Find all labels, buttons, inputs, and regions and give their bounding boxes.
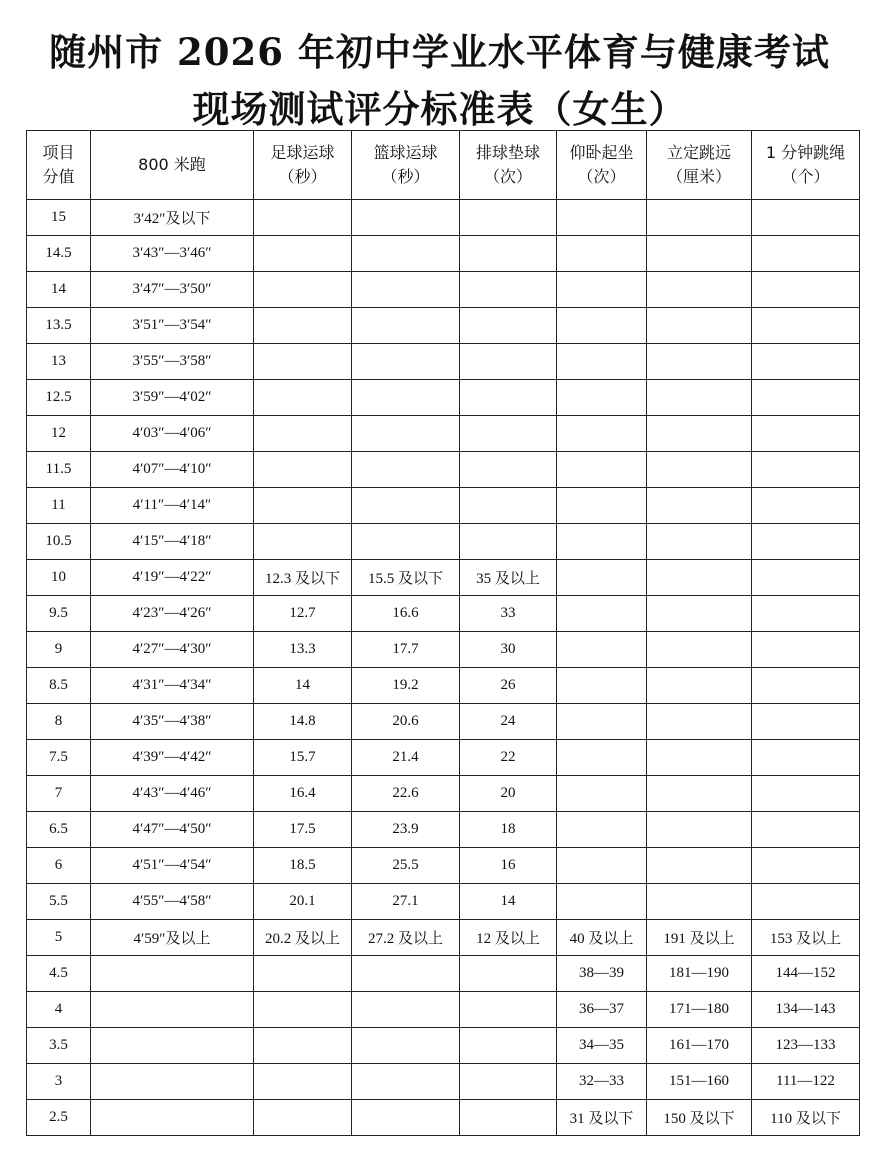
run-800m-cell [91,1064,254,1100]
table-row [27,920,860,956]
score-cell: 4 [27,992,91,1028]
header-basketball: 篮球运球 （秒） [352,131,460,200]
rope-skip-cell [752,308,860,344]
rope-skip-cell [752,524,860,560]
basketball-cell: 27.2 及以上 [352,920,460,956]
long-jump-cell: 191 及以上 [647,920,752,956]
volleyball-cell: 22 [460,740,557,776]
football-cell [254,524,352,560]
score-table [26,130,860,1136]
run-800m-cell: 4′23″—4′26″ [91,596,254,632]
run-800m-cell: 3′55″—3′58″ [91,344,254,380]
football-cell: 13.3 [254,632,352,668]
table-row [27,740,860,776]
basketball-cell: 25.5 [352,848,460,884]
score-cell: 6.5 [27,812,91,848]
football-cell: 17.5 [254,812,352,848]
score-cell: 3.5 [27,1028,91,1064]
score-cell: 11.5 [27,452,91,488]
rope-skip-cell [752,272,860,308]
basketball-cell [352,416,460,452]
football-cell: 12.3 及以下 [254,560,352,596]
table-row [27,200,860,236]
volleyball-cell: 30 [460,632,557,668]
football-cell [254,1064,352,1100]
long-jump-cell: 150 及以下 [647,1100,752,1136]
football-cell [254,416,352,452]
football-cell [254,308,352,344]
football-cell [254,272,352,308]
rope-skip-cell [752,668,860,704]
situps-cell [557,452,647,488]
basketball-cell [352,308,460,344]
rope-skip-cell [752,380,860,416]
volleyball-cell [460,1064,557,1100]
situps-cell [557,848,647,884]
run-800m-cell: 3′47″—3′50″ [91,272,254,308]
situps-cell: 31 及以下 [557,1100,647,1136]
table-row [27,812,860,848]
table-row [27,488,860,524]
score-cell: 10 [27,560,91,596]
long-jump-cell [647,200,752,236]
score-cell: 7 [27,776,91,812]
situps-cell [557,344,647,380]
volleyball-cell [460,524,557,560]
basketball-cell: 23.9 [352,812,460,848]
situps-cell [557,236,647,272]
rope-skip-cell: 111—122 [752,1064,860,1100]
score-cell: 2.5 [27,1100,91,1136]
score-cell: 14 [27,272,91,308]
basketball-cell: 17.7 [352,632,460,668]
rope-skip-cell [752,632,860,668]
score-cell: 9 [27,632,91,668]
rope-skip-cell [752,884,860,920]
volleyball-cell [460,956,557,992]
table-row [27,956,860,992]
page-title-line2: 现场测试评分标准表（女生） [192,87,687,131]
rope-skip-cell [752,488,860,524]
run-800m-cell [91,1100,254,1136]
long-jump-cell [647,632,752,668]
football-cell [254,956,352,992]
volleyball-cell [460,1100,557,1136]
football-cell [254,452,352,488]
run-800m-cell: 3′51″—3′54″ [91,308,254,344]
table-row [27,236,860,272]
volleyball-cell: 14 [460,884,557,920]
run-800m-cell: 4′03″—4′06″ [91,416,254,452]
rope-skip-cell [752,452,860,488]
football-cell [254,236,352,272]
long-jump-cell [647,560,752,596]
run-800m-cell: 4′31″—4′34″ [91,668,254,704]
score-cell: 5.5 [27,884,91,920]
football-cell [254,488,352,524]
basketball-cell: 15.5 及以下 [352,560,460,596]
volleyball-cell [460,380,557,416]
score-cell: 7.5 [27,740,91,776]
rope-skip-cell [752,236,860,272]
football-cell [254,1100,352,1136]
long-jump-cell [647,596,752,632]
basketball-cell [352,1028,460,1064]
rope-skip-cell [752,848,860,884]
long-jump-cell [647,272,752,308]
volleyball-cell [460,452,557,488]
volleyball-cell: 24 [460,704,557,740]
basketball-cell: 16.6 [352,596,460,632]
table-row [27,272,860,308]
situps-cell [557,200,647,236]
situps-cell [557,416,647,452]
basketball-cell [352,488,460,524]
basketball-cell [352,992,460,1028]
rope-skip-cell [752,416,860,452]
table-row [27,632,860,668]
volleyball-cell: 33 [460,596,557,632]
rope-skip-cell [752,776,860,812]
score-cell: 9.5 [27,596,91,632]
header-football: 足球运球 （秒） [254,131,352,200]
volleyball-cell: 12 及以上 [460,920,557,956]
long-jump-cell: 171—180 [647,992,752,1028]
header-volleyball: 排球垫球 （次） [460,131,557,200]
table-row [27,704,860,740]
score-cell: 12.5 [27,380,91,416]
football-cell [254,200,352,236]
long-jump-cell [647,740,752,776]
football-cell: 14 [254,668,352,704]
score-cell: 10.5 [27,524,91,560]
table-row [27,308,860,344]
rope-skip-cell [752,560,860,596]
table-row [27,452,860,488]
long-jump-cell [647,848,752,884]
situps-cell [557,380,647,416]
volleyball-cell: 16 [460,848,557,884]
run-800m-cell [91,992,254,1028]
run-800m-cell: 4′43″—4′46″ [91,776,254,812]
situps-cell [557,308,647,344]
run-800m-cell: 4′51″—4′54″ [91,848,254,884]
score-cell: 4.5 [27,956,91,992]
run-800m-cell [91,1028,254,1064]
volleyball-cell [460,1028,557,1064]
rope-skip-cell [752,740,860,776]
situps-cell [557,812,647,848]
basketball-cell [352,1064,460,1100]
volleyball-cell: 18 [460,812,557,848]
football-cell: 12.7 [254,596,352,632]
basketball-cell [352,236,460,272]
run-800m-cell: 4′27″—4′30″ [91,632,254,668]
table-row [27,668,860,704]
rope-skip-cell [752,704,860,740]
score-cell: 8.5 [27,668,91,704]
basketball-cell: 27.1 [352,884,460,920]
basketball-cell [352,956,460,992]
football-cell: 16.4 [254,776,352,812]
long-jump-cell [647,668,752,704]
score-cell: 13.5 [27,308,91,344]
football-cell [254,380,352,416]
situps-cell [557,884,647,920]
situps-cell: 40 及以上 [557,920,647,956]
long-jump-cell: 181—190 [647,956,752,992]
volleyball-cell [460,344,557,380]
volleyball-cell [460,236,557,272]
situps-cell: 38—39 [557,956,647,992]
run-800m-cell: 4′55″—4′58″ [91,884,254,920]
table-row [27,884,860,920]
situps-cell [557,704,647,740]
run-800m-cell: 4′15″—4′18″ [91,524,254,560]
score-cell: 8 [27,704,91,740]
long-jump-cell [647,236,752,272]
table-header-row [27,131,860,200]
volleyball-cell [460,308,557,344]
score-cell: 14.5 [27,236,91,272]
score-cell: 3 [27,1064,91,1100]
score-cell: 6 [27,848,91,884]
football-cell: 15.7 [254,740,352,776]
football-cell [254,344,352,380]
score-cell: 11 [27,488,91,524]
run-800m-cell: 4′19″—4′22″ [91,560,254,596]
situps-cell [557,668,647,704]
situps-cell: 32—33 [557,1064,647,1100]
table-row [27,524,860,560]
score-cell: 13 [27,344,91,380]
table-row [27,992,860,1028]
table-row [27,380,860,416]
run-800m-cell: 4′07″—4′10″ [91,452,254,488]
basketball-cell [352,344,460,380]
long-jump-cell: 151—160 [647,1064,752,1100]
situps-cell [557,776,647,812]
table-row [27,344,860,380]
basketball-cell [352,200,460,236]
basketball-cell: 22.6 [352,776,460,812]
run-800m-cell: 4′59″及以上 [91,920,254,956]
long-jump-cell [647,884,752,920]
long-jump-cell [647,776,752,812]
situps-cell [557,272,647,308]
run-800m-cell: 3′43″—3′46″ [91,236,254,272]
long-jump-cell [647,344,752,380]
header-rope-skip: 1 分钟跳绳 （个） [752,131,860,200]
basketball-cell [352,452,460,488]
long-jump-cell [647,452,752,488]
long-jump-cell [647,416,752,452]
basketball-cell: 20.6 [352,704,460,740]
run-800m-cell: 4′11″—4′14″ [91,488,254,524]
volleyball-cell [460,272,557,308]
rope-skip-cell: 153 及以上 [752,920,860,956]
table-row [27,776,860,812]
football-cell [254,1028,352,1064]
rope-skip-cell [752,200,860,236]
run-800m-cell [91,956,254,992]
situps-cell: 36—37 [557,992,647,1028]
football-cell: 20.1 [254,884,352,920]
basketball-cell [352,272,460,308]
rope-skip-cell: 144—152 [752,956,860,992]
run-800m-cell: 3′42″及以下 [91,200,254,236]
football-cell: 18.5 [254,848,352,884]
football-cell: 14.8 [254,704,352,740]
table-row [27,848,860,884]
volleyball-cell [460,200,557,236]
situps-cell [557,488,647,524]
long-jump-cell [647,704,752,740]
situps-cell [557,632,647,668]
run-800m-cell: 3′59″—4′02″ [91,380,254,416]
basketball-cell: 21.4 [352,740,460,776]
volleyball-cell: 26 [460,668,557,704]
long-jump-cell [647,380,752,416]
run-800m-cell: 4′35″—4′38″ [91,704,254,740]
header-score: 项目 分值 [27,131,91,200]
long-jump-cell: 161—170 [647,1028,752,1064]
long-jump-cell [647,488,752,524]
situps-cell: 34—35 [557,1028,647,1064]
basketball-cell: 19.2 [352,668,460,704]
situps-cell [557,596,647,632]
situps-cell [557,740,647,776]
table-row [27,416,860,452]
score-cell: 5 [27,920,91,956]
rope-skip-cell [752,812,860,848]
football-cell: 20.2 及以上 [254,920,352,956]
table-row [27,596,860,632]
volleyball-cell: 20 [460,776,557,812]
rope-skip-cell [752,344,860,380]
rope-skip-cell: 110 及以下 [752,1100,860,1136]
volleyball-cell [460,992,557,1028]
basketball-cell [352,380,460,416]
run-800m-cell: 4′39″—4′42″ [91,740,254,776]
volleyball-cell [460,416,557,452]
long-jump-cell [647,308,752,344]
page-title-line1: 随州市 2026 年初中学业水平体育与健康考试 [49,30,830,74]
rope-skip-cell [752,596,860,632]
table-row [27,1064,860,1100]
run-800m-cell: 4′47″—4′50″ [91,812,254,848]
volleyball-cell: 35 及以上 [460,560,557,596]
situps-cell [557,524,647,560]
basketball-cell [352,524,460,560]
long-jump-cell [647,812,752,848]
situps-cell [557,560,647,596]
football-cell [254,992,352,1028]
long-jump-cell [647,524,752,560]
table-row [27,1100,860,1136]
header-long-jump: 立定跳远 （厘米） [647,131,752,200]
table-row [27,1028,860,1064]
rope-skip-cell: 123—133 [752,1028,860,1064]
rope-skip-cell: 134—143 [752,992,860,1028]
score-cell: 12 [27,416,91,452]
basketball-cell [352,1100,460,1136]
table-row [27,560,860,596]
header-800m: 800 米跑 [91,131,254,200]
score-table-body [27,200,860,1136]
header-situps: 仰卧起坐 （次） [557,131,647,200]
score-cell: 15 [27,200,91,236]
volleyball-cell [460,488,557,524]
